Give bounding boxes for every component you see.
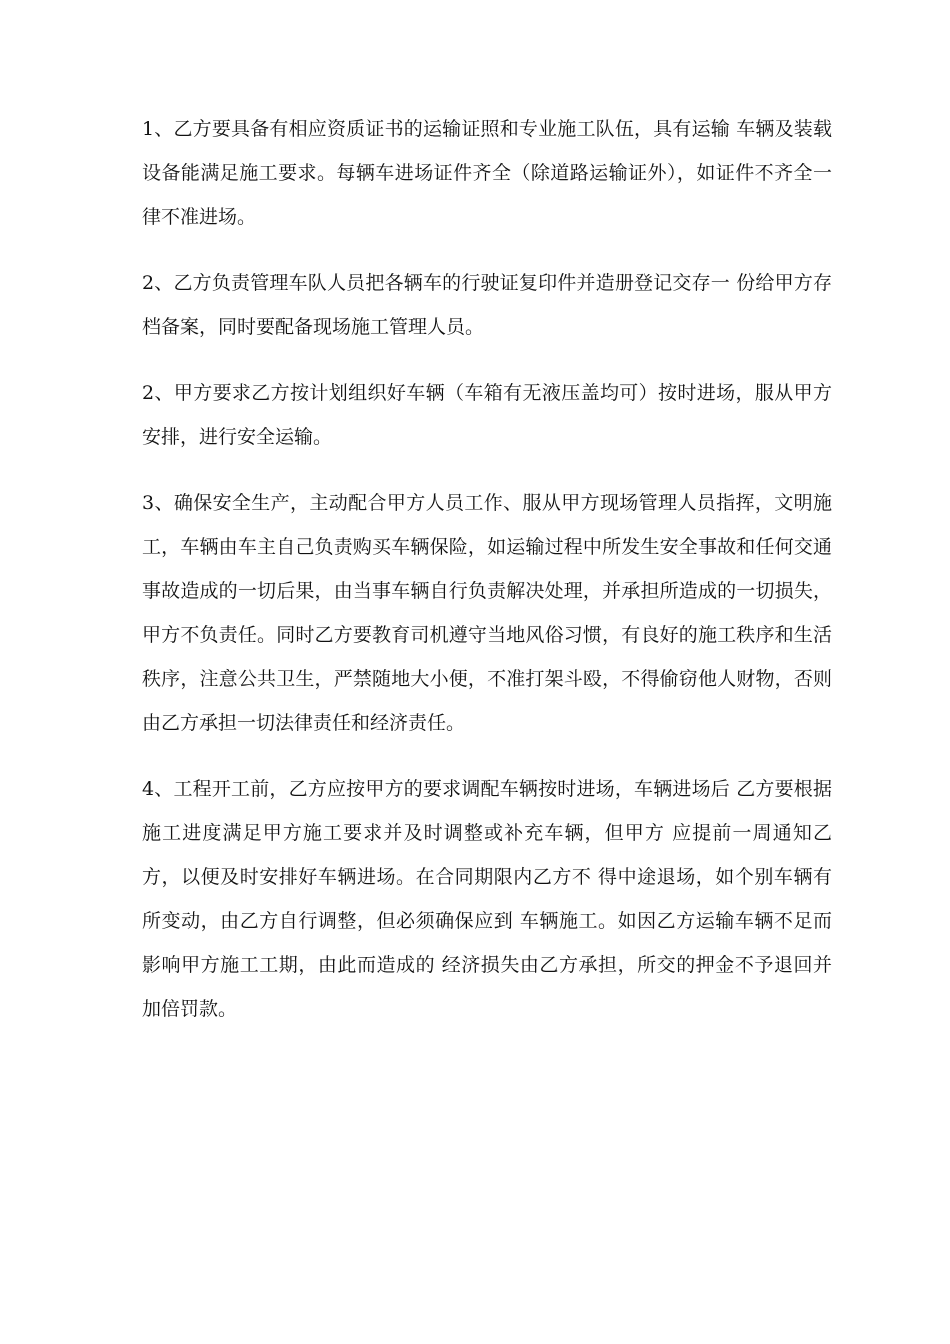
clause-paragraph-5: 4、工程开工前，乙方应按甲方的要求调配车辆按时进场，车辆进场后 乙方要根据施工进度满足甲方施工要求并及时调整或补充车辆，但甲方 应提前一周通知乙方，以便及时安排好车辆进场。在合同期限内乙方不 得中途退场，如个别车辆有所变动，由乙方自行调整，但必须确保应到 车辆施工。如因乙方运输车辆不足而影响甲方施工工期，由此而造成的 经济损失由乙方承担，所交的押金不予退回并加倍罚款。 [142, 778, 832, 1020]
clause-paragraph-4: 3、确保安全生产，主动配合甲方人员工作、服从甲方现场管理人员指挥，文明施工，车辆由车主自己负责购买车辆保险，如运输过程中所发生安全事故和任何交通事故造成的一切后果，由当事车辆自行负责解决处理，并承担所造成的一切损失，甲方不负责任。同时乙方要教育司机遵守当地风俗习惯，有良好的施工秩序和生活秩序，注意公共卫生，严禁随地大小便，不准打架斗殴，不得偷窃他人财物，否则由乙方承担一切法律责任和经济责任。 [142, 492, 832, 734]
clause-paragraph-3: 2、甲方要求乙方按计划组织好车辆（车箱有无液压盖均可）按时进场，服从甲方安排，进行安全运输。 [142, 382, 832, 448]
clause-paragraph-1: 1、乙方要具备有相应资质证书的运输证照和专业施工队伍，具有运输 车辆及装载设备能满足施工要求。每辆车进场证件齐全（除道路运输证外），如证件不齐全一律不准进场。 [142, 118, 832, 228]
document-body [142, 107, 832, 1055]
clause-paragraph-2: 2、乙方负责管理车队人员把各辆车的行驶证复印件并造册登记交存一 份给甲方存档备案，同时要配备现场施工管理人员。 [142, 272, 832, 338]
